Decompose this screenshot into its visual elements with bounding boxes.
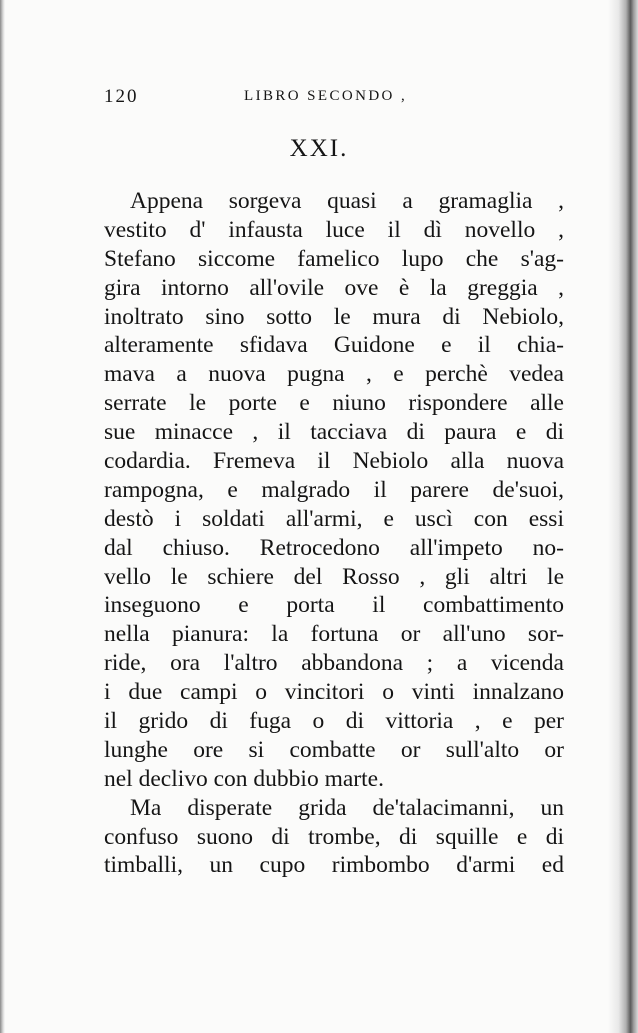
text-line: nella pianura: la fortuna or all'uno sor-: [104, 621, 564, 648]
running-head: LIBRO SECONDO ,: [244, 88, 408, 104]
text-line: i due campi o vincitori o vinti innalzano: [104, 679, 564, 706]
text-line: confuso suono di trombe, di squille e di: [104, 823, 564, 850]
text-line: Stefano siccome famelico lupo che s'ag-: [104, 245, 564, 272]
text-line: rampogna, e malgrado il parere de'suoi,: [104, 476, 564, 503]
text-line: dal chiuso. Retrocedono all'impeto no-: [104, 534, 564, 561]
text-line: inseguono e porta il combattimento: [104, 592, 564, 619]
text-line: lunghe ore si combatte or sull'alto or: [104, 736, 564, 763]
text-line: vello le schiere del Rosso , gli altri le: [104, 563, 564, 590]
text-line: Ma disperate grida de'talacimanni, un: [130, 794, 564, 821]
text-line: nel declivo con dubbio marte.: [104, 765, 384, 792]
text-line: alteramente sfidava Guidone e il chia-: [104, 332, 564, 359]
text-line: timballi, un cupo rimbombo d'armi ed: [104, 852, 564, 879]
text-line: vestito d' infausta luce il dì novello ,: [104, 216, 564, 243]
text-line: il grido di fuga o di vittoria , e per: [104, 708, 564, 735]
text-line: serrate le porte e niuno rispondere alle: [104, 390, 564, 417]
text-line: gira intorno all'ovile ove è la greggia ,: [104, 274, 564, 301]
chapter-title: XXI.: [289, 135, 349, 162]
page-number: 120: [104, 86, 139, 107]
body-text: [104, 187, 564, 880]
text-line: codardia. Fremeva il Nebiolo alla nuova: [104, 448, 564, 475]
text-line: destò i soldati all'armi, e uscì con essi: [104, 505, 564, 532]
text-line: inoltrato sino sotto le mura di Nebiolo,: [104, 303, 564, 330]
text-line: sue minacce , il tacciava di paura e di: [104, 419, 564, 446]
page-header: [104, 86, 574, 112]
text-line: ride, ora l'altro abbandona ; a vicenda: [104, 650, 564, 677]
text-line: mava a nuova pugna , e perchè vedea: [104, 361, 564, 388]
text-line: Appena sorgeva quasi a gramaglia ,: [130, 188, 564, 214]
